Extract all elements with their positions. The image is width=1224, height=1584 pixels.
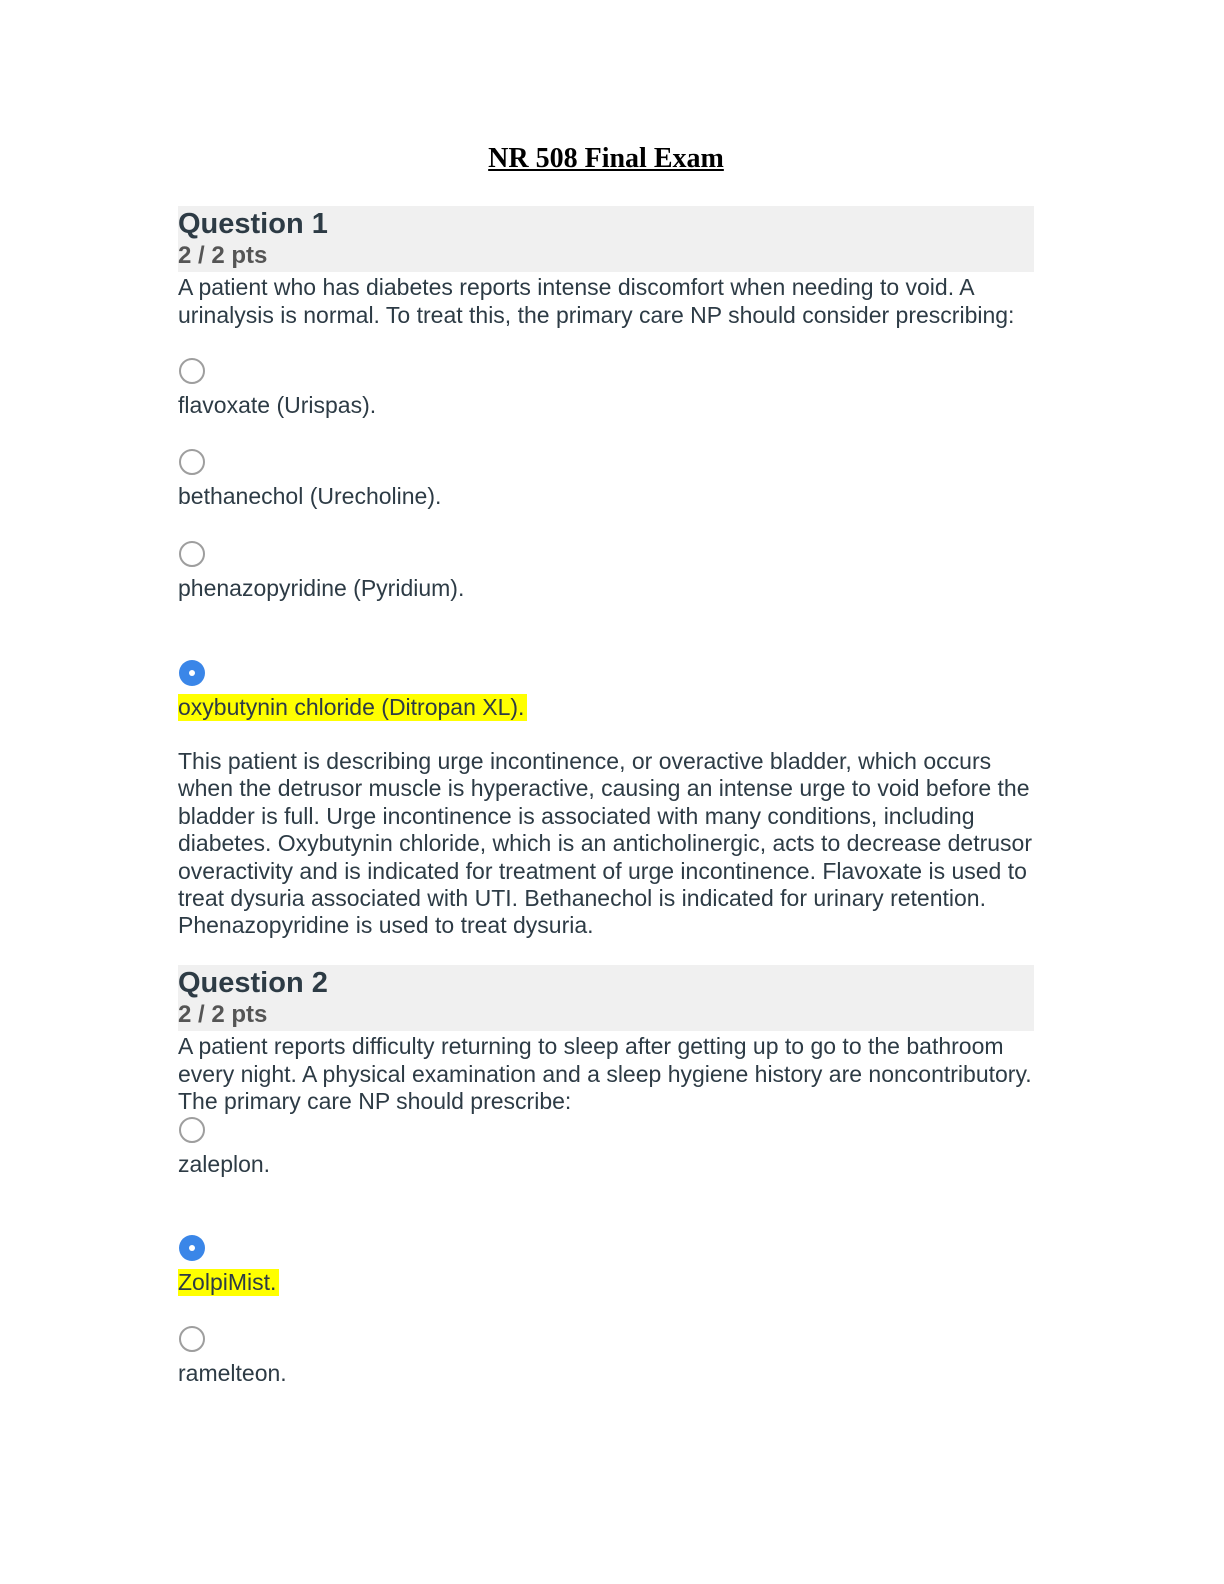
radio-button[interactable] <box>179 449 205 475</box>
answer-label[interactable]: bethanechol (Urecholine). <box>178 483 442 509</box>
radio-button[interactable] <box>179 1326 205 1352</box>
radio-button[interactable] <box>179 541 205 567</box>
question-points: 2 / 2 pts <box>178 242 268 269</box>
answer-label[interactable]: ramelteon. <box>178 1360 287 1386</box>
answer-label-highlighted[interactable]: oxybutynin chloride (Ditropan XL). <box>178 694 527 721</box>
question-header <box>178 206 1034 272</box>
answer-label[interactable]: phenazopyridine (Pyridium). <box>178 575 465 601</box>
answer-label-highlighted[interactable]: ZolpiMist. <box>178 1269 279 1296</box>
radio-button[interactable] <box>179 358 205 384</box>
answer-explanation: This patient is describing urge incontinence, or overactive bladder, which occurs when the detrusor muscle is hyperactive, causing an intense urge to void before the bladder is full. Urge incontinence is associated with many conditions, including diabetes. Oxybutynin chloride, which is an anticholinergic, acts to decrease detrusor overactivity and is indicated for treatment of urge incontinence. Flavoxate is used to treat dysuria associated with UTI. Bethanechol is indicated for urinary retention. Phenazopyridine is used to treat dysuria. <box>178 748 1033 939</box>
question-points: 2 / 2 pts <box>178 1001 268 1028</box>
question-header <box>178 965 1034 1031</box>
radio-button[interactable] <box>179 1117 205 1143</box>
question-number: Question 1 <box>178 208 328 240</box>
document-title: NR 508 Final Exam <box>488 143 724 174</box>
question-number: Question 2 <box>178 967 328 999</box>
answer-label[interactable]: zaleplon. <box>178 1151 271 1177</box>
question-2 <box>178 965 1038 1386</box>
question-text: A patient reports difficulty returning to sleep after getting up to go to the bathroom every night. A physical examination and a sleep hygiene history are noncontributory. The primary care NP should prescribe: <box>178 1033 1032 1114</box>
radio-button-selected[interactable] <box>179 1235 205 1261</box>
question-1 <box>178 206 1038 939</box>
question-text: A patient who has diabetes reports intense discomfort when needing to void. A urinalysis is normal. To treat this, the primary care NP should consider prescribing: <box>178 274 1015 328</box>
answer-label[interactable]: flavoxate (Urispas). <box>178 392 377 418</box>
radio-button-selected[interactable] <box>179 660 205 686</box>
